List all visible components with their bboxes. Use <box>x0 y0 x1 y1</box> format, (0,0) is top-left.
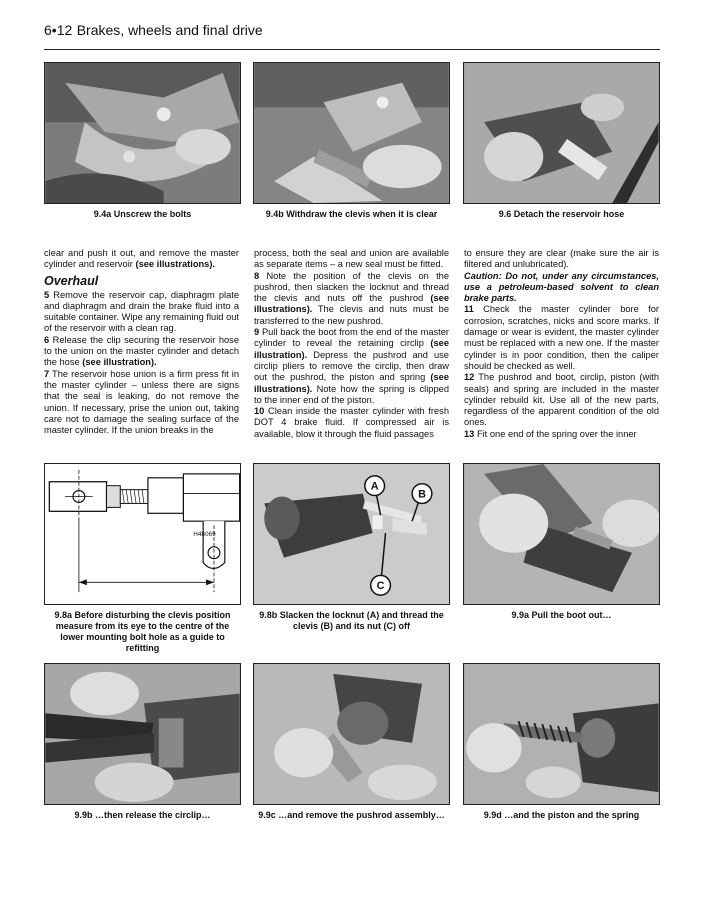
step-number: 5 <box>44 289 50 300</box>
paragraph-5 <box>44 290 239 335</box>
figure-caption-9-8a: 9.8a Before disturbing the clevis position measure from its eye to the centre of the lower mounting bolt hole as a guide to refitting <box>54 610 231 653</box>
intro-reference: (see illustrations). <box>135 259 216 270</box>
step-text: Clean inside the master cylinder with fresh DOT 4 brake fluid. If compressed air is available, blow it through the fluid passages <box>254 406 450 439</box>
photo-9-9c-image <box>254 664 449 804</box>
photo-9-9a <box>463 463 660 605</box>
photo-9-9a-image <box>464 464 659 604</box>
figure-caption-9-9b: 9.9b …then release the circlip… <box>74 810 211 820</box>
figure-caption-9-8b: 9.8b Slacken the locknut (A) and thread the clevis (B) and its nut (C) off <box>259 610 444 631</box>
photo-9-8b <box>253 463 450 605</box>
paragraph-8 <box>254 271 449 327</box>
photo-9-6 <box>463 62 660 204</box>
step-text: Check the master cylinder bore for corrosion, scratches, nicks and score marks. If damage or wear is evident, the master cylinder must be replaced with a new one. If the master cylinder is in poor condition, then the caliper should be checked as well. <box>464 304 659 371</box>
paragraph-continued: to ensure they are clear (make sure the air is filtered and unlubricated). <box>464 248 659 270</box>
text-column-2 <box>254 248 449 440</box>
page-header <box>44 22 660 50</box>
step-number: 8 <box>254 270 260 281</box>
step-text: The reservoir hose union is a firm press fit in the master cylinder – unless there are signs that the seal is leaking, do not remove the union. If necessary, prise the union out, taking care not to damage the sealing surface of the master cylinder. If the union breaks in the <box>44 368 239 436</box>
step-text: Fit one end of the spring over the inner <box>476 428 637 439</box>
step-text: Release the clip securing the reservoir hose to the union on the master cylinder and detach the hose <box>44 334 239 368</box>
photo-9-6-image <box>464 63 659 203</box>
clevis-measurement-diagram <box>45 464 240 604</box>
step-text: The clevis and nuts must be transferred to the new pushrod. <box>254 304 449 326</box>
step-number: 11 <box>464 304 474 315</box>
paragraph-10 <box>254 406 449 440</box>
photo-9-9d <box>463 663 660 805</box>
chapter-title: Brakes, wheels and final drive <box>76 22 263 38</box>
paragraph-9 <box>254 327 449 406</box>
step-text: Remove the reservoir cap, diaphragm plate and diaphragm and drain the brake fluid into a suitable container. Wipe any remaining fluid out of the reservoir with a clean rag. <box>44 289 239 334</box>
paragraph-11 <box>464 304 659 372</box>
step-number: 6 <box>44 334 50 345</box>
figure-caption-9-9a: 9.9a Pull the boot out… <box>511 610 612 620</box>
step-text: The pushrod and boot, circlip, piston (with seals) and spring are included in the master cylinder rebuild kit. Use all of the new parts, regardless of the apparent condition of the old ones. <box>464 372 659 428</box>
figure-caption-9-4a: 9.4a Unscrew the bolts <box>93 209 192 219</box>
photo-9-8b-image <box>254 464 449 604</box>
svg-text:A: A <box>370 480 379 493</box>
text-column-1 <box>44 248 239 436</box>
step-number: 12 <box>464 372 475 383</box>
caution-note: Caution: Do not, under any circumstances, use a petroleum-based solvent to clean brake parts. <box>464 270 659 304</box>
paragraph-intro <box>44 248 239 271</box>
text-column-3 <box>464 248 659 440</box>
illustration-reference: (see illustration). <box>82 357 157 368</box>
figure-caption-9-6: 9.6 Detach the reservoir hose <box>498 209 625 219</box>
photo-9-9d-image <box>464 664 659 804</box>
step-text: Note the position of the clevis on the pushrod, then slacken the locknut and thread the clevis and nuts off the pushrod <box>254 270 449 304</box>
photo-9-4a-image <box>45 63 240 203</box>
step-number: 9 <box>254 327 260 338</box>
svg-text:C: C <box>376 580 385 593</box>
photo-9-4a <box>44 62 241 204</box>
step-number: 13 <box>464 428 475 439</box>
step-number: 7 <box>44 368 50 379</box>
paragraph-12 <box>464 372 659 428</box>
step-text: Depress the pushrod and use circlip pliers to remove the circlip, then draw out the pushrod, the piston and spring <box>254 349 449 383</box>
illustration-reference: (see illustration). <box>254 338 449 360</box>
illustration-reference: (see illustrations). <box>254 293 449 315</box>
step-text: Pull back the boot from the end of the master cylinder to reveal the retaining circlip <box>254 327 449 349</box>
figure-caption-9-9c: 9.9c …and remove the pushrod assembly… <box>258 810 445 820</box>
step-text: Note how the spring is clipped to the inner end of the piston. <box>254 383 449 405</box>
photo-9-9c <box>253 663 450 805</box>
photo-9-4b-image <box>254 63 449 203</box>
diagram-ref-label: H48069 <box>193 530 216 538</box>
figure-caption-9-9d: 9.9d …and the piston and the spring <box>483 810 640 820</box>
illustration-reference: (see illustrations). <box>254 372 449 394</box>
photo-9-9b-image <box>45 664 240 804</box>
svg-text:B: B <box>418 488 426 501</box>
intro-text: clear and push it out, and remove the master cylinder and reservoir <box>44 248 239 270</box>
step-number: 10 <box>254 406 265 417</box>
section-heading: Overhaul <box>44 273 99 288</box>
page-number: 6•12 <box>44 22 73 38</box>
figure-caption-9-4b: 9.4b Withdraw the clevis when it is clear <box>265 209 438 219</box>
paragraph-7 <box>44 369 239 437</box>
photo-9-4b <box>253 62 450 204</box>
paragraph-continued: process, both the seal and union are available as separate items – a new seal must be fitted. <box>254 248 449 270</box>
photo-9-9b <box>44 663 241 805</box>
header-rule <box>44 49 660 50</box>
paragraph-6 <box>44 335 239 369</box>
paragraph-13 <box>464 429 659 440</box>
diagram-9-8a <box>44 463 241 605</box>
